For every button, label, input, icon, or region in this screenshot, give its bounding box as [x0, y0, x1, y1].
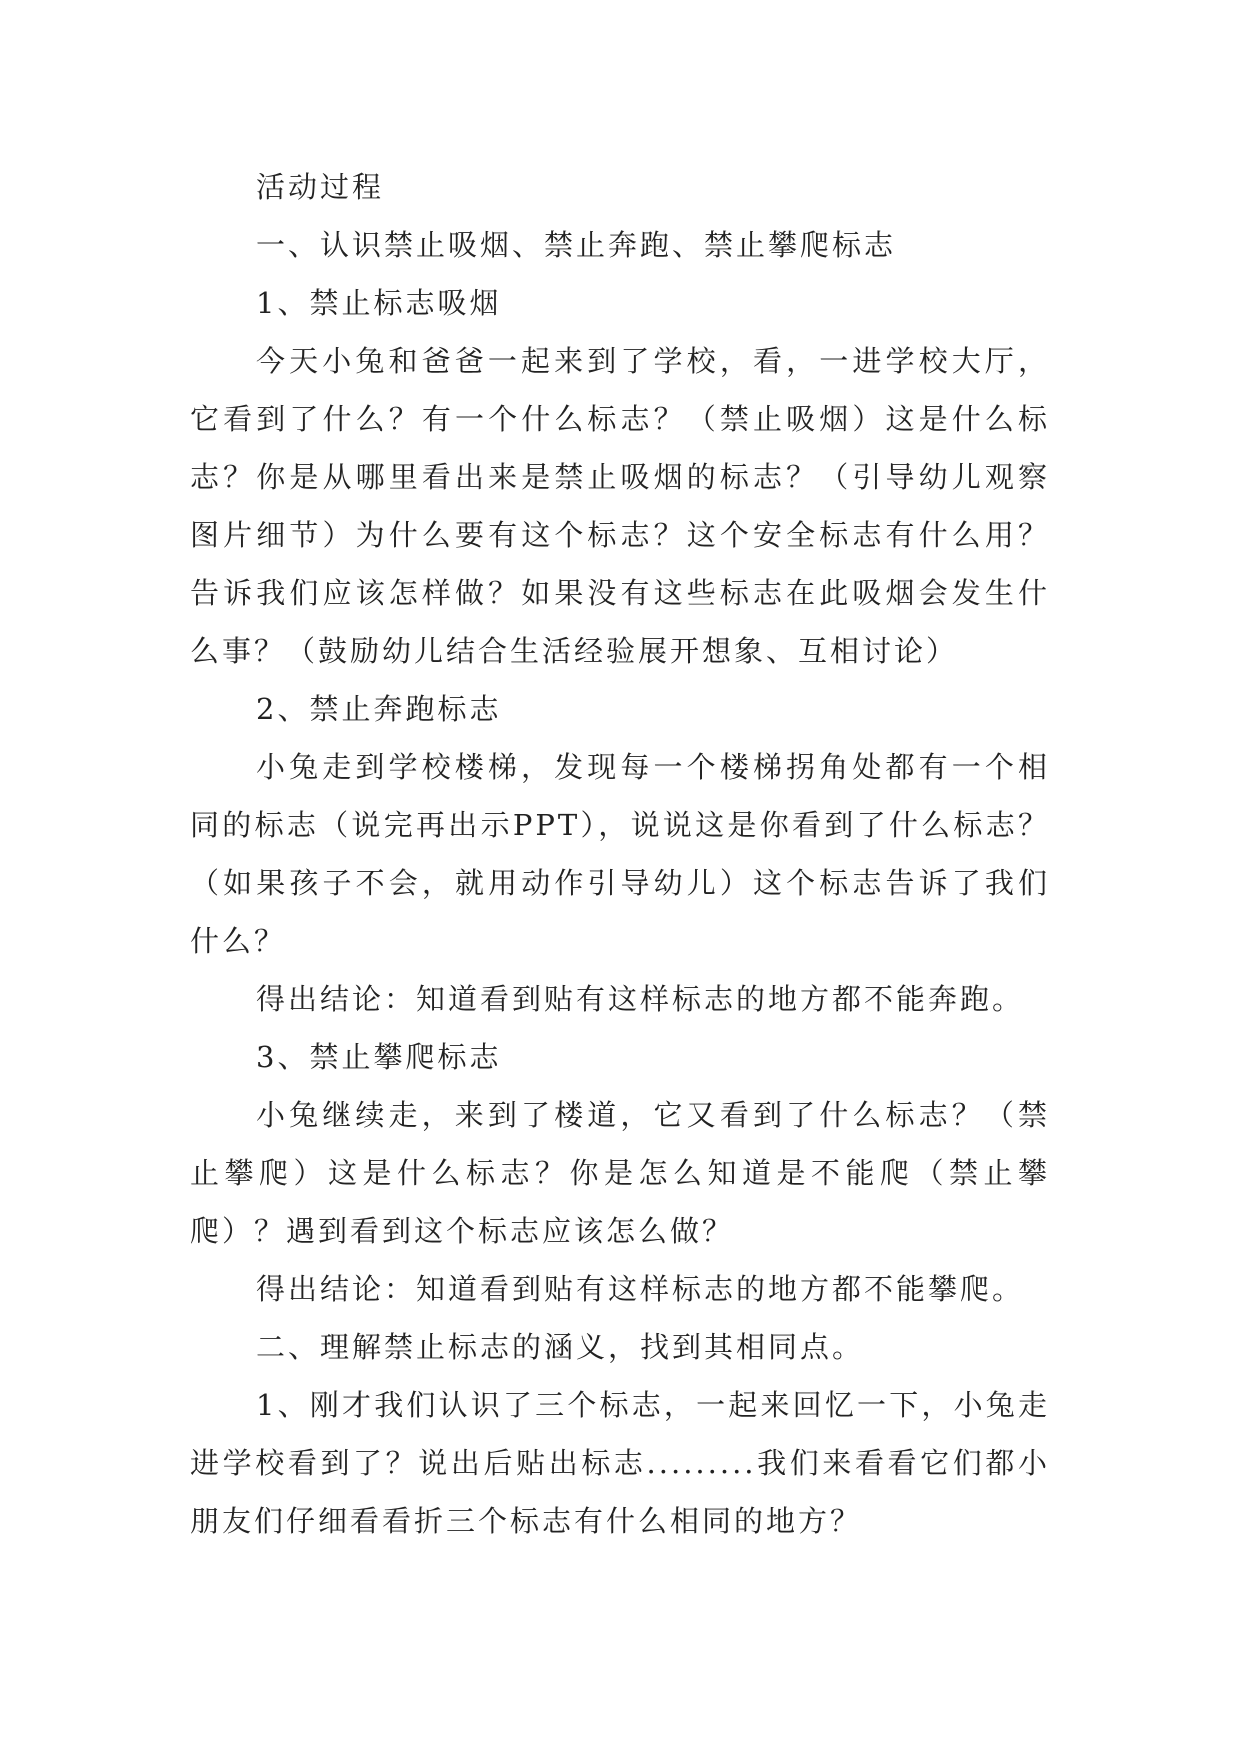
paragraph-no-climbing-body: 小兔继续走，来到了楼道，它又看到了什么标志？（禁止攀爬）这是什么标志？你是怎么知道是不能爬（禁止攀爬）？遇到看到这个标志应该怎么做？: [190, 1098, 1050, 1248]
paragraph-no-smoking-body: 今天小兔和爸爸一起来到了学校，看，一进学校大厅，它看到了什么？有一个什么标志？（禁止吸烟）这是什么标志？你是从哪里看出来是禁止吸烟的标志？（引导幼儿观察图片细节）为什么要有这个标志？这个安全标志有什么用？告诉我们应该怎样做？如果没有这些标志在此吸烟会发生什么事？（鼓励幼儿结合生活经验展开想象、互相讨论）: [190, 344, 1050, 668]
section-heading-part-two: 二、理解禁止标志的涵义，找到其相同点。: [256, 1330, 865, 1364]
paragraph-part-two-body: 1、刚才我们认识了三个标志，一起来回忆一下，小兔走进学校看到了？说出后贴出标志.........我们来看看它们都小朋友们仔细看看折三个标志有什么相同的地方？: [190, 1388, 1050, 1538]
paragraph-no-running-conclusion: 得出结论：知道看到贴有这样标志的地方都不能奔跑。: [256, 982, 1025, 1016]
paragraph-no-climbing-conclusion: 得出结论：知道看到贴有这样标志的地方都不能攀爬。: [256, 1272, 1025, 1306]
subheading-no-climbing: 3、禁止攀爬标志: [256, 1040, 502, 1074]
paragraph-no-running-body: 小兔走到学校楼梯，发现每一个楼梯拐角处都有一个相同的标志（说完再出示PPT），说说这是你看到了什么标志？（如果孩子不会，就用动作引导幼儿）这个标志告诉了我们什么？: [190, 750, 1050, 958]
subheading-no-smoking: 1、禁止标志吸烟: [256, 286, 502, 320]
document-body: [190, 158, 1050, 1550]
section-heading-part-one: 一、认识禁止吸烟、禁止奔跑、禁止攀爬标志: [256, 228, 897, 262]
section-heading-activity-process: 活动过程: [256, 170, 385, 204]
subheading-no-running: 2、禁止奔跑标志: [256, 692, 502, 726]
